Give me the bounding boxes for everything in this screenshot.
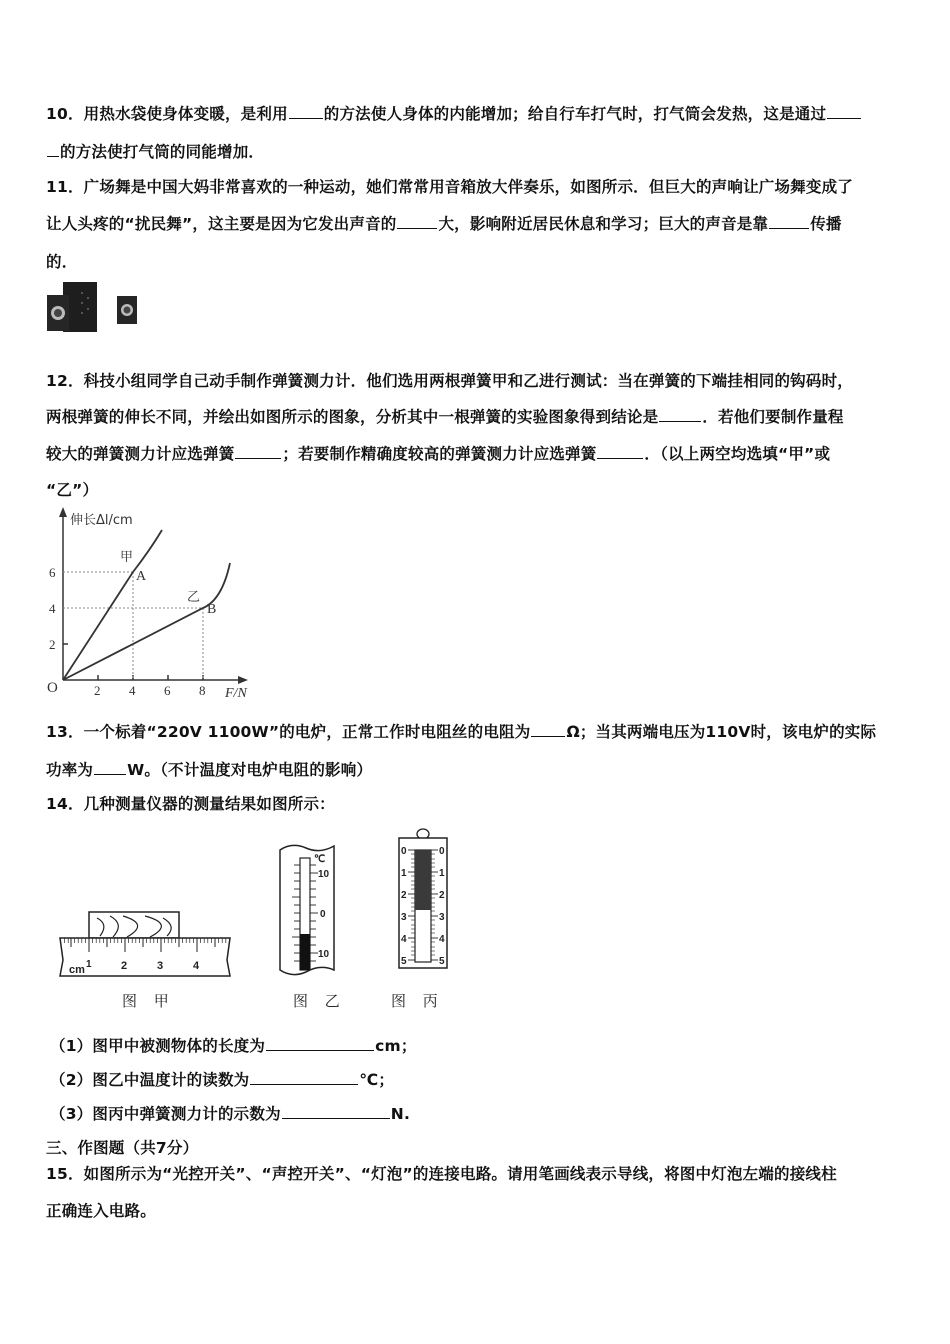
q14-blank-1[interactable] — [266, 1035, 374, 1052]
q12-text-d: ；若要制作精确度较高的弹簧测力计应选弹簧 — [282, 445, 597, 463]
caption-figure-bing: 图 丙 — [391, 992, 444, 1010]
svg-text:4: 4 — [129, 683, 136, 698]
q11-line3: 的． — [46, 253, 78, 271]
q13-text-b: Ω；当其两端电压为110V时，该电炉的实际 — [566, 723, 877, 741]
q11-text-b: 大，影响附近居民休息和学习；巨大的声音是靠 — [438, 215, 769, 233]
q10-text-c: 的方法使打气筒的同能增加． — [60, 143, 265, 161]
q13-blank-1[interactable] — [531, 721, 565, 738]
q14-sub2-text: （2）图乙中温度计的读数为 — [50, 1071, 250, 1089]
q12-blank-1[interactable] — [659, 406, 701, 423]
svg-text:6: 6 — [164, 683, 171, 698]
svg-text:伸长Δl/cm: 伸长Δl/cm — [70, 513, 133, 528]
svg-text:6: 6 — [49, 565, 56, 580]
q14-sub3 — [50, 1102, 410, 1124]
q12-text-e: ．（以上两空均选填“甲”或 — [644, 445, 831, 463]
svg-text:F/N: F/N — [225, 686, 247, 700]
svg-text:℃: ℃ — [314, 854, 326, 865]
q11-blank-2[interactable] — [769, 213, 809, 230]
svg-text:2: 2 — [439, 890, 445, 901]
q14-blank-3[interactable] — [282, 1103, 390, 1120]
svg-text:5: 5 — [401, 956, 407, 967]
spring-scale-figure — [395, 826, 451, 980]
svg-text:2: 2 — [49, 637, 56, 652]
q10-text-a: 10．用热水袋使身体变暖，是利用 — [46, 105, 288, 123]
svg-text:2: 2 — [94, 683, 101, 698]
svg-text:0: 0 — [439, 846, 445, 857]
q13-line1 — [46, 720, 876, 742]
svg-text:4: 4 — [193, 960, 200, 972]
svg-text:甲: 甲 — [120, 550, 134, 565]
ruler-figure — [55, 910, 235, 984]
q14-sub1 — [50, 1034, 417, 1056]
thermometer-figure — [278, 840, 338, 982]
svg-text:4: 4 — [439, 934, 445, 945]
q14-sub2 — [50, 1068, 394, 1090]
caption-figure-yi: 图 乙 — [293, 992, 346, 1010]
q13-text-a: 13．一个标着“220V 1100W”的电炉，正常工作时电阻丝的电阻为 — [46, 723, 531, 741]
q12-text-b: ．若他们要制作量程 — [702, 408, 844, 426]
q12-blank-2[interactable] — [235, 443, 281, 460]
svg-text:8: 8 — [199, 683, 206, 698]
q14-sub2-unit: ℃； — [359, 1071, 395, 1089]
svg-text:10: 10 — [318, 869, 330, 880]
q10-blank-1[interactable] — [289, 103, 323, 120]
spring-extension-graph — [42, 505, 272, 704]
q13-text-d: W。（不计温度对电炉电阻的影响） — [127, 761, 373, 779]
q10-text-b: 的方法使人身体的内能增加；给自行车打气时，打气筒会发热，这是通过 — [323, 105, 827, 123]
svg-text:乙: 乙 — [187, 590, 201, 605]
q13-blank-2[interactable] — [94, 759, 126, 776]
q13-text-c: 功率为 — [46, 761, 94, 779]
svg-text:5: 5 — [439, 956, 445, 967]
svg-text:O: O — [47, 680, 58, 696]
caption-figure-jia: 图 甲 — [122, 992, 175, 1010]
q11-blank-1[interactable] — [397, 213, 437, 230]
q12-line2 — [46, 405, 844, 427]
q12-line3 — [46, 442, 830, 464]
q15-line1: 15．如图所示为“光控开关”、“声控开关”、“灯泡”的连接电路。请用笔画线表示导线，将图中灯泡左端的接线柱 — [46, 1165, 837, 1183]
q14-blank-2[interactable] — [250, 1069, 358, 1086]
q12-text-c: 较大的弹簧测力计应选弹簧 — [46, 445, 235, 463]
svg-text:0: 0 — [401, 846, 407, 857]
q12-line4: “乙”） — [46, 481, 99, 499]
q10-line1 — [46, 102, 862, 124]
q14-sub3-text: （3）图丙中弹簧测力计的示数为 — [50, 1105, 281, 1123]
q14-sub1-text: （1）图甲中被测物体的长度为 — [50, 1037, 266, 1055]
q12-line1: 12．科技小组同学自己动手制作弹簧测力计．他们选用两根弹簧甲和乙进行测试：当在弹簧的下端挂相同的钩码时， — [46, 372, 853, 390]
svg-text:2: 2 — [121, 960, 128, 972]
q12-blank-3[interactable] — [597, 443, 643, 460]
q14-sub3-unit: N. — [390, 1105, 411, 1123]
q10-blank-2a[interactable] — [827, 103, 861, 120]
q11-text-a: 让人头疼的“扰民舞”，这主要是因为它发出声音的 — [46, 215, 397, 233]
svg-text:0: 0 — [320, 909, 326, 920]
svg-text:1: 1 — [86, 959, 92, 970]
q15-line2: 正确连入电路。 — [46, 1202, 156, 1220]
svg-text:3: 3 — [439, 912, 445, 923]
q11-line1: 11．广场舞是中国大妈非常喜欢的一种运动，她们常常用音箱放大伴奏乐，如图所示．但巨大的声响让广场舞变成了 — [46, 178, 853, 196]
section-heading: 三、作图题（共7分） — [46, 1139, 199, 1157]
svg-text:1: 1 — [439, 868, 445, 879]
svg-text:10: 10 — [318, 949, 330, 960]
svg-text:4: 4 — [401, 934, 407, 945]
speaker-set-image — [45, 280, 140, 339]
svg-text:3: 3 — [157, 960, 164, 972]
svg-text:3: 3 — [401, 912, 407, 923]
q11-text-c: 传播 — [810, 215, 842, 233]
q11-line2 — [46, 212, 842, 234]
q14-intro: 14．几种测量仪器的测量结果如图所示： — [46, 795, 335, 813]
svg-text:cm: cm — [69, 964, 85, 976]
svg-text:1: 1 — [401, 868, 407, 879]
svg-text:2: 2 — [401, 890, 407, 901]
q12-text-a: 两根弹簧的伸长不同，并绘出如图所示的图象，分析其中一根弹簧的实验图象得到结论是 — [46, 408, 659, 426]
q10-line2 — [46, 140, 264, 162]
q14-sub1-unit: cm； — [375, 1037, 417, 1055]
q13-line2 — [46, 758, 372, 780]
svg-text:4: 4 — [49, 601, 56, 616]
svg-text:B: B — [207, 602, 217, 617]
q10-blank-2b[interactable] — [47, 141, 59, 158]
svg-text:A: A — [136, 569, 147, 584]
